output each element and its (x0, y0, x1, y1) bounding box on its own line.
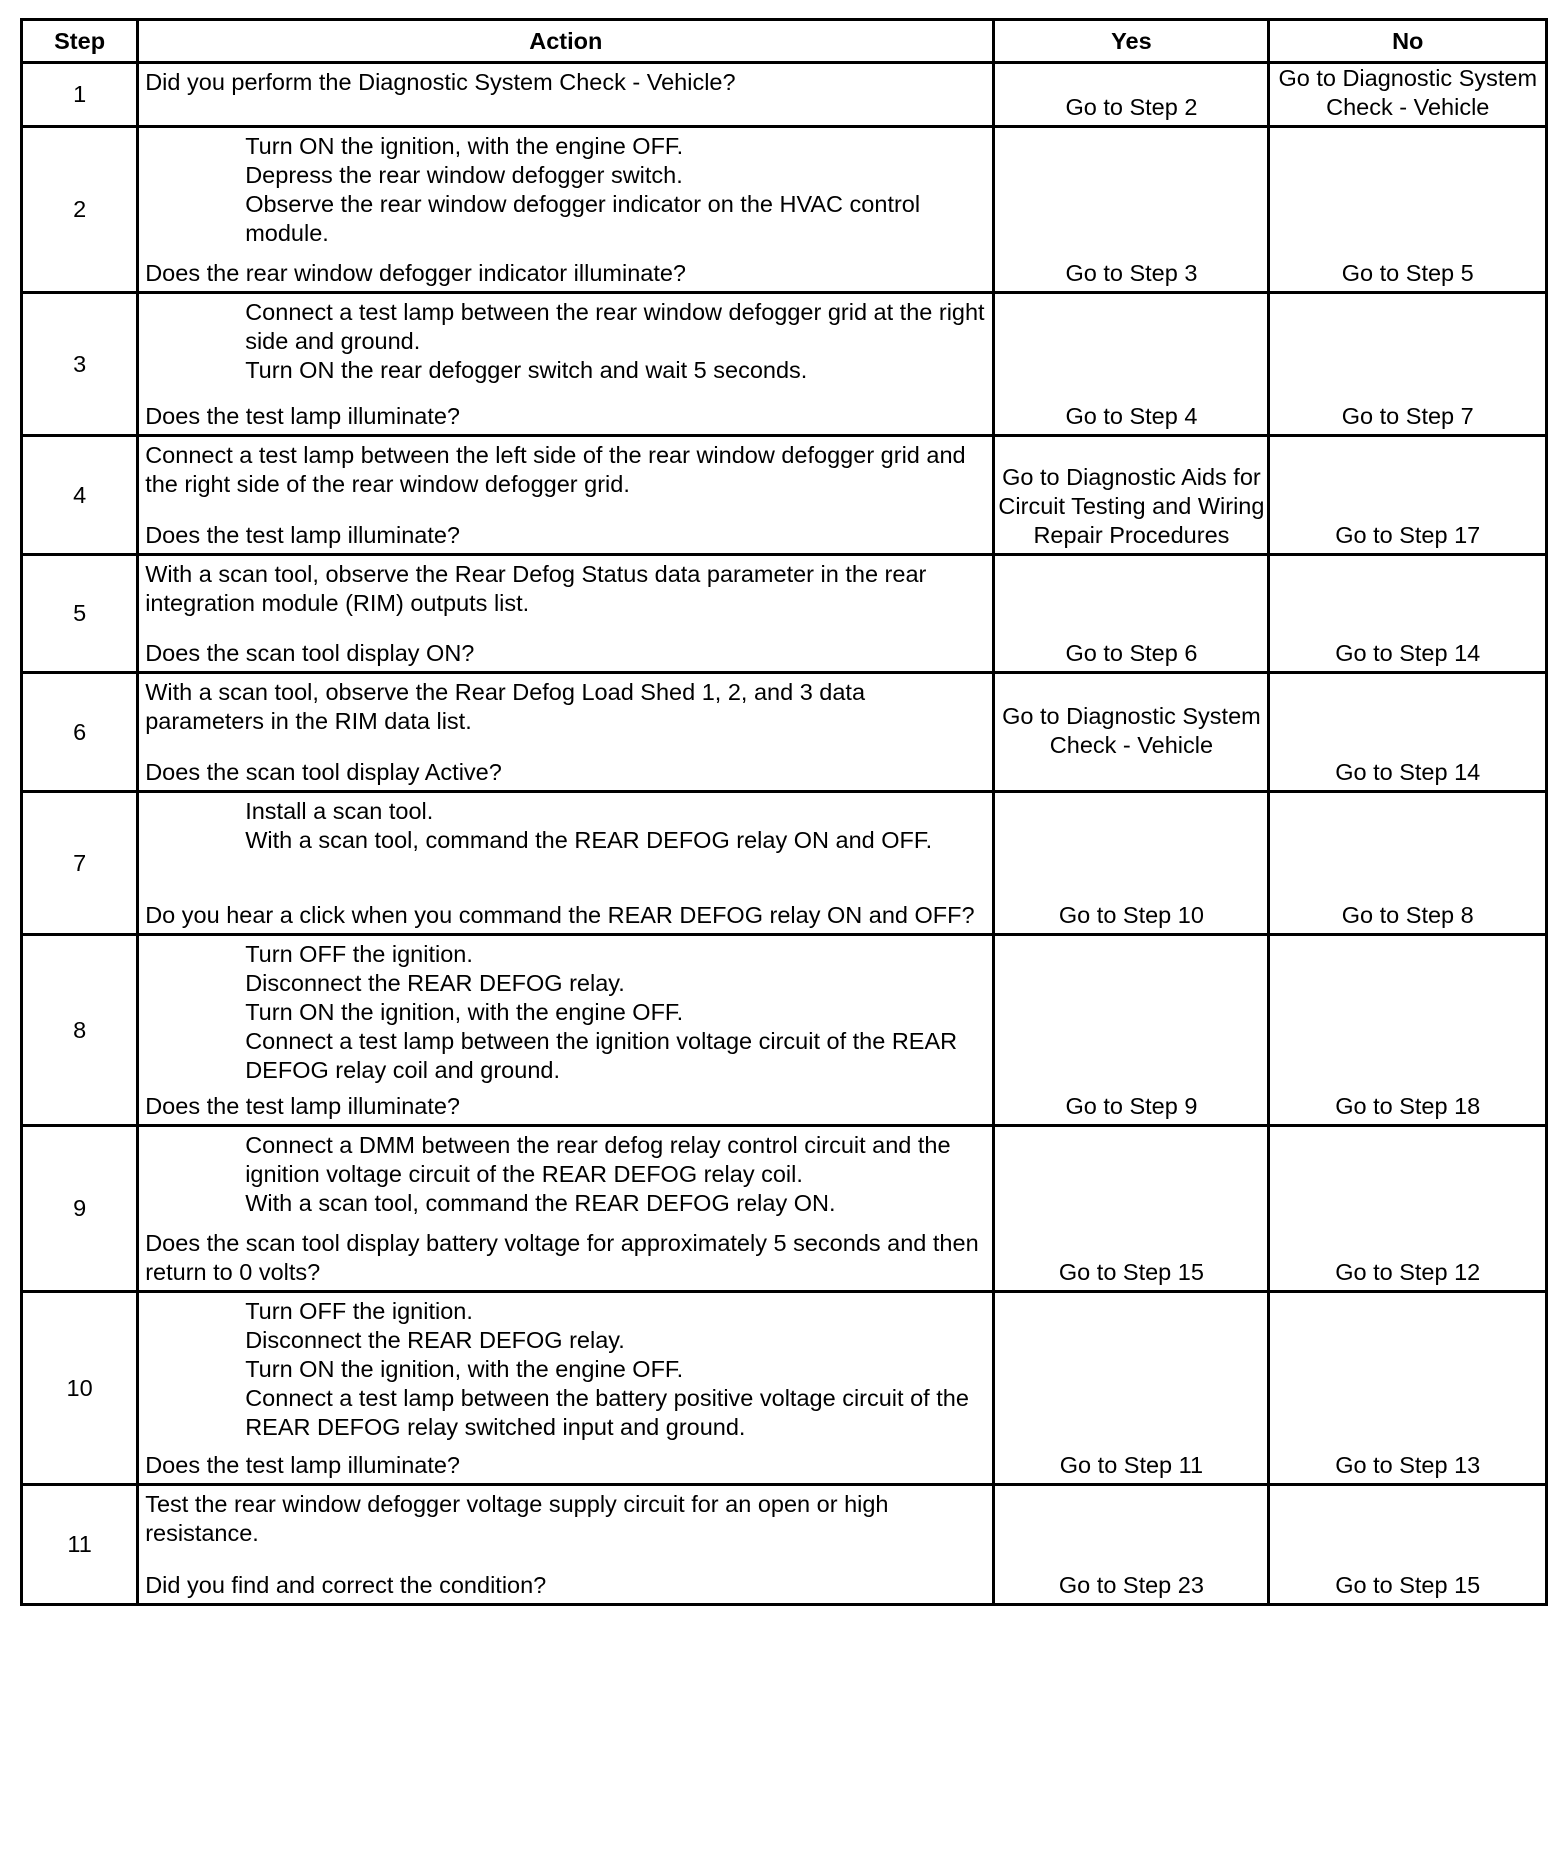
action-step-line: Disconnect the REAR DEFOG relay. (245, 1327, 625, 1353)
step-number: 8 (22, 935, 138, 1126)
action-question: Did you find and correct the condition? (145, 1572, 547, 1598)
action-steps (145, 940, 986, 1085)
header-no: No (1269, 20, 1547, 63)
action-question: Does the rear window defogger indicator illuminate? (145, 260, 687, 286)
action-intro: Did you perform the Diagnostic System Check - Vehicle? (145, 69, 736, 95)
action-cell (138, 436, 994, 555)
header-yes: Yes (994, 20, 1269, 63)
action-question: Does the test lamp illuminate? (145, 522, 460, 548)
yes-result: Go to Step 9 (994, 935, 1269, 1126)
table-row (22, 1292, 1547, 1485)
action-steps (145, 1131, 986, 1218)
step-number: 5 (22, 555, 138, 673)
action-step-line: Connect a test lamp between the battery positive voltage circuit of the REAR DEFOG relay switched input and ground. (245, 1385, 969, 1440)
action-step-line: Turn ON the ignition, with the engine OFF. (245, 1356, 684, 1382)
action-intro: With a scan tool, observe the Rear Defog Load Shed 1, 2, and 3 data parameters in the RIM data list. (145, 679, 866, 734)
table-row (22, 436, 1547, 555)
table-row (22, 1485, 1547, 1605)
no-result: Go to Step 5 (1269, 127, 1547, 293)
no-result: Go to Step 7 (1269, 293, 1547, 436)
action-question: Do you hear a click when you command the REAR DEFOG relay ON and OFF? (145, 902, 975, 928)
header-action: Action (138, 20, 994, 63)
step-number: 1 (22, 63, 138, 127)
table-row (22, 555, 1547, 673)
table-row (22, 63, 1547, 127)
action-step-line: Depress the rear window defogger switch. (245, 162, 683, 188)
action-step-line: Turn ON the rear defogger switch and wait 5 seconds. (245, 357, 808, 383)
no-result: Go to Step 14 (1269, 555, 1547, 673)
step-number: 3 (22, 293, 138, 436)
no-result: Go to Step 8 (1269, 792, 1547, 935)
yes-result: Go to Diagnostic Aids for Circuit Testing and Wiring Repair Procedures (994, 436, 1269, 555)
action-cell (138, 792, 994, 935)
step-number: 11 (22, 1485, 138, 1605)
action-cell (138, 935, 994, 1126)
table-row (22, 792, 1547, 935)
action-intro: Test the rear window defogger voltage supply circuit for an open or high resistance. (145, 1491, 889, 1546)
action-intro: With a scan tool, observe the Rear Defog Status data parameter in the rear integration module (RIM) outputs list. (145, 561, 927, 616)
action-step-line: With a scan tool, command the REAR DEFOG relay ON and OFF. (245, 827, 933, 853)
action-step-line: Disconnect the REAR DEFOG relay. (245, 970, 625, 996)
action-step-line: Connect a test lamp between the rear window defogger grid at the right side and ground. (245, 299, 985, 354)
no-result: Go to Step 14 (1269, 673, 1547, 792)
yes-result: Go to Diagnostic System Check - Vehicle (994, 673, 1269, 792)
action-step-line: Connect a DMM between the rear defog relay control circuit and the ignition voltage circuit of the REAR DEFOG relay coil. (245, 1132, 951, 1187)
action-step-line: Turn OFF the ignition. (245, 1298, 473, 1324)
action-cell (138, 293, 994, 436)
action-question: Does the scan tool display battery voltage for approximately 5 seconds and then return to 0 volts? (145, 1230, 979, 1285)
action-intro: Connect a test lamp between the left side of the rear window defogger grid and the right side of the rear window defogger grid. (145, 442, 966, 497)
step-number: 9 (22, 1126, 138, 1292)
action-steps (145, 132, 986, 248)
step-number: 2 (22, 127, 138, 293)
action-cell (138, 63, 994, 127)
no-result: Go to Step 13 (1269, 1292, 1547, 1485)
action-steps (145, 298, 986, 385)
no-result: Go to Step 15 (1269, 1485, 1547, 1605)
table-row (22, 935, 1547, 1126)
step-number: 6 (22, 673, 138, 792)
table-row (22, 673, 1547, 792)
diagnostic-table (20, 18, 1548, 1606)
action-step-line: Observe the rear window defogger indicator on the HVAC control module. (245, 191, 921, 246)
header-step: Step (22, 20, 138, 63)
no-result: Go to Step 17 (1269, 436, 1547, 555)
no-result: Go to Step 18 (1269, 935, 1547, 1126)
action-step-line: Turn OFF the ignition. (245, 941, 473, 967)
action-question: Does the scan tool display Active? (145, 759, 502, 785)
no-result: Go to Diagnostic System Check - Vehicle (1269, 63, 1547, 127)
yes-result: Go to Step 10 (994, 792, 1269, 935)
yes-result: Go to Step 4 (994, 293, 1269, 436)
action-steps (145, 1297, 986, 1442)
action-cell (138, 673, 994, 792)
action-question: Does the test lamp illuminate? (145, 1452, 460, 1478)
action-step-line: With a scan tool, command the REAR DEFOG relay ON. (245, 1190, 836, 1216)
action-cell (138, 1126, 994, 1292)
table-body (22, 63, 1547, 1605)
action-step-line: Connect a test lamp between the ignition voltage circuit of the REAR DEFOG relay coil and ground. (245, 1028, 958, 1083)
table-row (22, 1126, 1547, 1292)
action-step-line: Turn ON the ignition, with the engine OFF. (245, 999, 684, 1025)
yes-result: Go to Step 23 (994, 1485, 1269, 1605)
yes-result: Go to Step 6 (994, 555, 1269, 673)
action-cell (138, 127, 994, 293)
yes-result: Go to Step 3 (994, 127, 1269, 293)
step-number: 7 (22, 792, 138, 935)
action-cell (138, 1292, 994, 1485)
action-question: Does the test lamp illuminate? (145, 1093, 460, 1119)
yes-result: Go to Step 2 (994, 63, 1269, 127)
action-cell (138, 555, 994, 673)
step-number: 10 (22, 1292, 138, 1485)
table-row (22, 127, 1547, 293)
header-row (22, 20, 1547, 63)
action-question: Does the scan tool display ON? (145, 640, 475, 666)
yes-result: Go to Step 11 (994, 1292, 1269, 1485)
no-result: Go to Step 12 (1269, 1126, 1547, 1292)
action-step-line: Install a scan tool. (245, 798, 434, 824)
action-question: Does the test lamp illuminate? (145, 403, 460, 429)
yes-result: Go to Step 15 (994, 1126, 1269, 1292)
action-steps (145, 797, 986, 855)
table-row (22, 293, 1547, 436)
action-step-line: Turn ON the ignition, with the engine OFF. (245, 133, 684, 159)
step-number: 4 (22, 436, 138, 555)
action-cell (138, 1485, 994, 1605)
